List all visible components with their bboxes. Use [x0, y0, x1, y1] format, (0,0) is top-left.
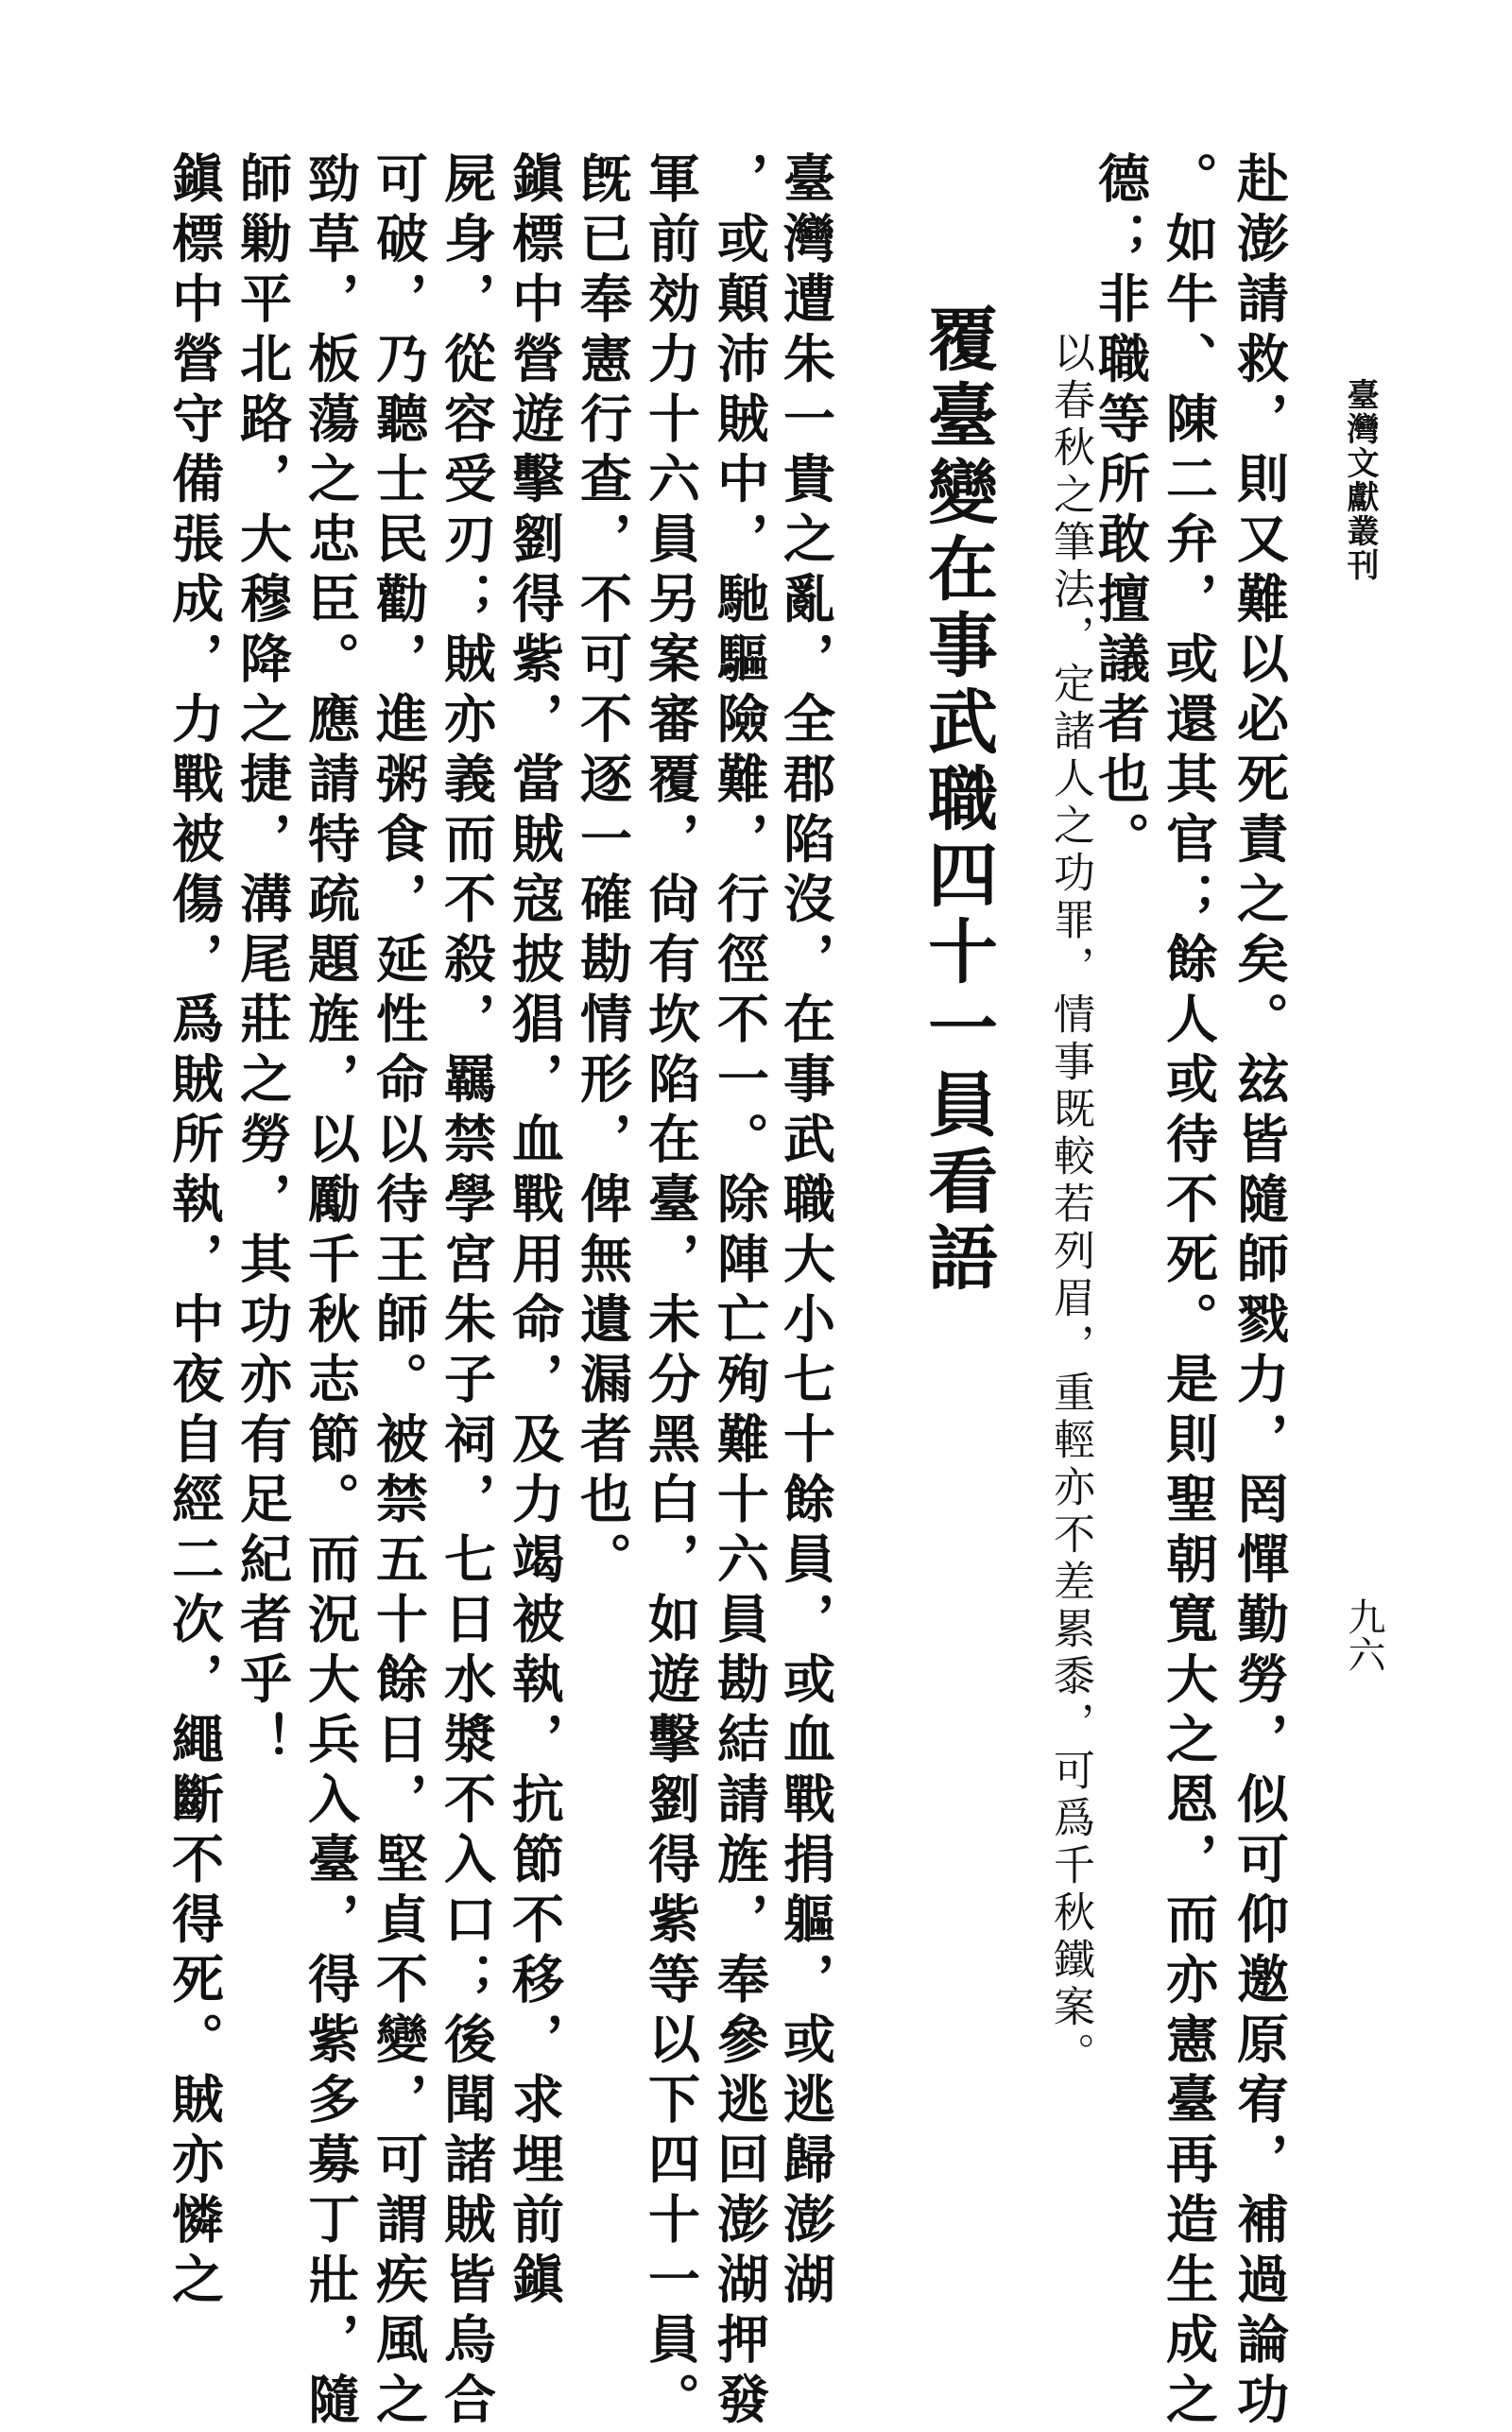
running-header: 臺灣文獻叢刊 — [1341, 378, 1379, 582]
commentary-note: 以春秋之筆法，定諸人之功罪，情事既較若列眉，重輕亦不差累黍，可爲千秋鐵案。 — [1046, 331, 1094, 2079]
text-column: 可破，乃聽士民勸，進粥食，延性命以待王師。被禁五十餘日，堅貞不變，可謂疾風之 — [368, 151, 429, 2432]
text-column: 軍前効力十六員另案審覆，尙有坎陷在臺，未分黑白，如遊擊劉得紫等以下四十一員。 — [640, 151, 701, 2432]
text-column: 德；非職等所敢擅議者也。 — [1090, 151, 1151, 871]
text-column: 臺灣遭朱一貴之亂，全郡陷沒，在事武職大小七十餘員，或血戰捐軀，或逃歸澎湖 — [775, 151, 836, 2312]
text-column: 旣已奉憲行查，不可不逐一確勘情形，俾無遺漏者也。 — [572, 151, 633, 1592]
text-column: 。如牛、陳二弁，或還其官；餘人或待不死。是則聖朝寬大之恩，而亦憲臺再造生成之 — [1158, 151, 1219, 2432]
text-column: ，或顛沛賊中，馳驅險難，行徑不一。除陣亡殉難十六員勘結請旌，奉參逃回澎湖押發 — [709, 151, 770, 2432]
section-title: 覆臺變在事武職四十一員看語 — [917, 302, 998, 1298]
text-column: 赴澎請救，則又難以必死責之矣。玆皆隨師戮力，罔憚勤勞，似可仰邀原宥，補過論功 — [1228, 151, 1290, 2432]
page-number: 九六 — [1342, 1597, 1385, 1673]
text-column: 屍身，從容受刃；賊亦義而不殺，羈禁學宮朱子祠，七日水漿不入口；後聞諸賊皆烏合 — [436, 151, 497, 2432]
text-column: 師勦平北路，大穆降之捷，溝尾莊之勞，其功亦有足紀者乎！ — [232, 151, 293, 1772]
text-column: 鎭標中營遊擊劉得紫，當賊寇披猖，血戰用命，及力竭被執，抗節不移，求埋前鎭 — [504, 151, 565, 2312]
text-column: 勁草，板蕩之忠臣。應請特疏題旌，以勵千秋志節。而況大兵入臺，得紫多募丁壯，隨 — [300, 151, 361, 2432]
text-column: 鎭標中營守備張成，力戰被傷，爲賊所執，中夜自經二次，繩斷不得死。賊亦憐之 — [163, 151, 225, 2312]
